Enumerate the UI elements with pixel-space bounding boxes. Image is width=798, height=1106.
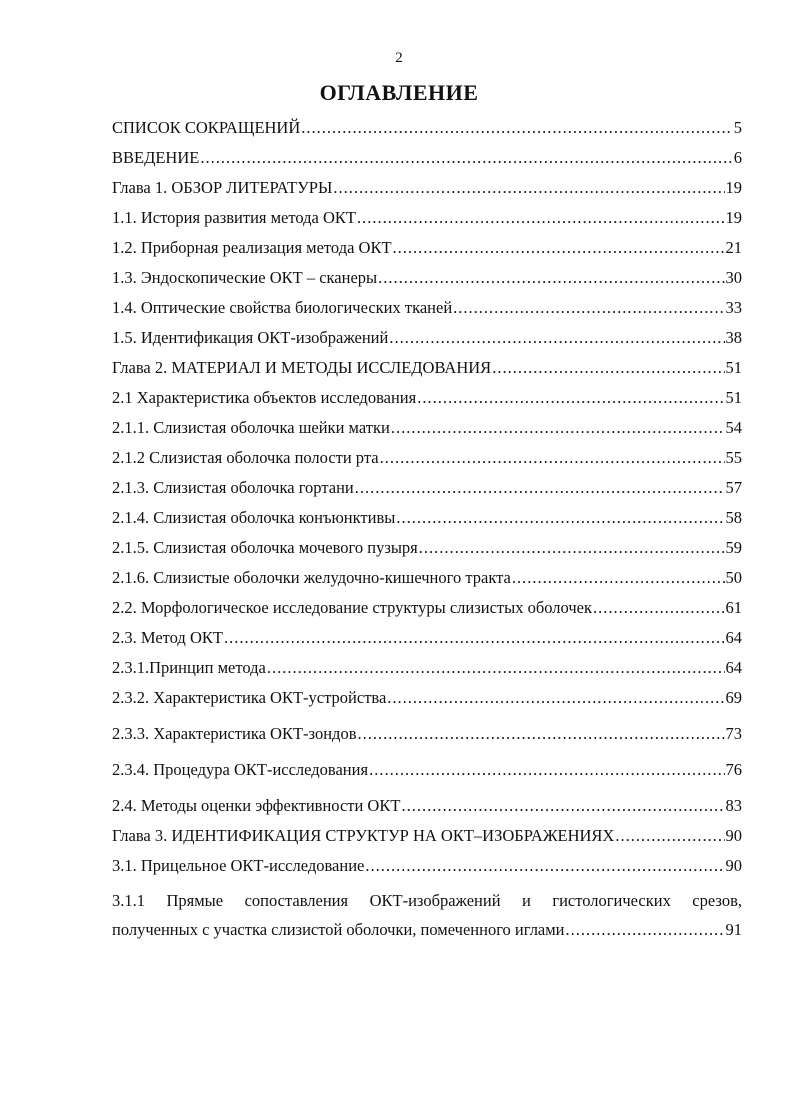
toc-entry (112, 478, 742, 508)
leader-dots (492, 358, 724, 378)
leader-dots (393, 238, 725, 258)
page-title: ОГЛАВЛЕНИЕ (319, 80, 479, 105)
toc-entry-page: 58 (725, 508, 742, 527)
toc-entry-label: 2.4. Методы оценки эффективности ОКТ (112, 796, 401, 815)
toc-entry-label: 2.1.1. Слизистая оболочка шейки матки (112, 418, 390, 437)
toc-entry-page: 38 (725, 328, 742, 347)
toc-entry (112, 298, 742, 328)
leader-dots (369, 760, 724, 780)
toc-entry (112, 826, 742, 856)
toc-entry-label: 1.1. История развития метода ОКТ (112, 208, 356, 227)
toc-entry-label: 2.3.2. Характеристика ОКТ-устройства (112, 688, 387, 707)
leader-dots (365, 856, 724, 876)
leader-dots (333, 178, 724, 198)
leader-dots (378, 268, 724, 288)
toc-entry-page: 19 (725, 178, 742, 197)
page-number: 2 (395, 50, 403, 66)
toc-entry-label: 2.3.4. Процедура ОКТ-исследования (112, 760, 369, 779)
leader-dots (417, 388, 724, 408)
toc-entry-line2 (112, 920, 742, 950)
leader-dots (615, 826, 724, 846)
leader-dots (358, 724, 725, 744)
toc-entry (112, 118, 742, 148)
toc-entry (112, 388, 742, 418)
toc-entry-label-line1: 3.1.1 Прямые сопоставления ОКТ-изображений и гистологических срезов, (112, 891, 742, 910)
leader-dots (357, 208, 725, 228)
toc-entry-label: 2.1.6. Слизистые оболочки желудочно-кишечного тракта (112, 568, 511, 587)
toc-entry (112, 148, 742, 178)
toc-entry (112, 568, 742, 598)
toc-entry (112, 328, 742, 358)
toc-entry (112, 418, 742, 448)
leader-dots (267, 658, 725, 678)
toc-entry-label: 1.4. Оптические свойства биологических тканей (112, 298, 453, 317)
toc-entry-page: 91 (725, 920, 742, 939)
toc-entry-label: ВВЕДЕНИЕ (112, 148, 200, 167)
toc-entry-label: 2.3. Метод ОКТ (112, 628, 223, 647)
leader-dots (566, 920, 725, 940)
toc-entry-label-line2: полученных с участка слизистой оболочки, помеченного иглами (112, 920, 565, 939)
leader-dots (200, 148, 732, 168)
leader-dots (355, 478, 725, 498)
toc-entry-page: 64 (725, 658, 742, 677)
toc-entry (112, 598, 742, 628)
toc-entry-label: 2.1 Характеристика объектов исследования (112, 388, 417, 407)
leader-dots (387, 688, 724, 708)
leader-dots (389, 328, 724, 348)
toc-entry (112, 538, 742, 568)
toc-entry-page: 30 (725, 268, 742, 287)
toc-entry-label: 2.3.1.Принцип метода (112, 658, 266, 677)
leader-dots (380, 448, 725, 468)
toc-entry-page: 5 (733, 118, 742, 137)
toc-entry-page: 90 (725, 856, 742, 875)
toc-entry-page: 59 (725, 538, 742, 557)
toc-entry-page: 69 (725, 688, 742, 707)
toc-entry-page: 51 (725, 388, 742, 407)
leader-dots (593, 598, 725, 618)
toc-entry (112, 688, 742, 724)
toc-entry (112, 658, 742, 688)
toc-entry-label: Глава 1. ОБЗОР ЛИТЕРАТУРЫ (112, 178, 333, 197)
toc-entry-label: 1.2. Приборная реализация метода ОКТ (112, 238, 392, 257)
toc-entry (112, 238, 742, 268)
toc-entry (112, 208, 742, 238)
toc-entry-page: 57 (725, 478, 742, 497)
toc-entry-label: 1.5. Идентификация ОКТ-изображений (112, 328, 389, 347)
leader-dots (224, 628, 725, 648)
leader-dots (512, 568, 725, 588)
toc-entry-page: 21 (725, 238, 742, 257)
toc-entry (112, 856, 742, 886)
toc-entry (112, 268, 742, 298)
toc-entry (112, 508, 742, 538)
toc-entry (112, 178, 742, 208)
toc-entry-page: 83 (725, 796, 742, 815)
toc-entry-page: 51 (725, 358, 742, 377)
leader-dots (301, 118, 732, 138)
toc-entry-label: 2.1.5. Слизистая оболочка мочевого пузыря (112, 538, 418, 557)
leader-dots (401, 796, 724, 816)
toc-entry-page: 19 (725, 208, 742, 227)
toc-entry-label: Глава 2. МАТЕРИАЛ И МЕТОДЫ ИССЛЕДОВАНИЯ (112, 358, 492, 377)
toc-entry-multiline (112, 886, 742, 950)
toc-entry-page: 64 (725, 628, 742, 647)
toc-entry-page: 55 (725, 448, 742, 467)
toc-entry-label: 2.2. Морфологическое исследование структуры слизистых оболочек (112, 598, 592, 617)
toc-entry-label: Глава 3. ИДЕНТИФИКАЦИЯ СТРУКТУР НА ОКТ–ИЗОБРАЖЕНИЯХ (112, 826, 615, 845)
leader-dots (419, 538, 725, 558)
toc-entry (112, 358, 742, 388)
table-of-contents (112, 118, 742, 950)
toc-entry-label: 2.3.3. Характеристика ОКТ-зондов (112, 724, 357, 743)
toc-entry-page: 76 (725, 760, 742, 779)
toc-entry-label: 3.1. Прицельное ОКТ-исследование (112, 856, 365, 875)
leader-dots (453, 298, 724, 318)
toc-entry-page: 6 (733, 148, 742, 167)
toc-entry-label: 2.1.2 Слизистая оболочка полости рта (112, 448, 379, 467)
toc-entry (112, 724, 742, 760)
toc-entry-page: 73 (725, 724, 742, 743)
toc-entry-page: 61 (725, 598, 742, 617)
leader-dots (391, 418, 725, 438)
toc-entry-label: 1.3. Эндоскопические ОКТ – сканеры (112, 268, 378, 287)
leader-dots (396, 508, 724, 528)
toc-entry (112, 760, 742, 796)
toc-entry-label: 2.1.4. Слизистая оболочка конъюнктивы (112, 508, 396, 527)
toc-entry-label: 2.1.3. Слизистая оболочка гортани (112, 478, 354, 497)
toc-entry-page: 54 (725, 418, 742, 437)
toc-entry (112, 796, 742, 826)
toc-entry (112, 448, 742, 478)
toc-entry-page: 33 (725, 298, 742, 317)
toc-entry-page: 90 (725, 826, 742, 845)
toc-entry-label: СПИСОК СОКРАЩЕНИЙ (112, 118, 301, 137)
toc-entry (112, 628, 742, 658)
toc-entry-page: 50 (725, 568, 742, 587)
